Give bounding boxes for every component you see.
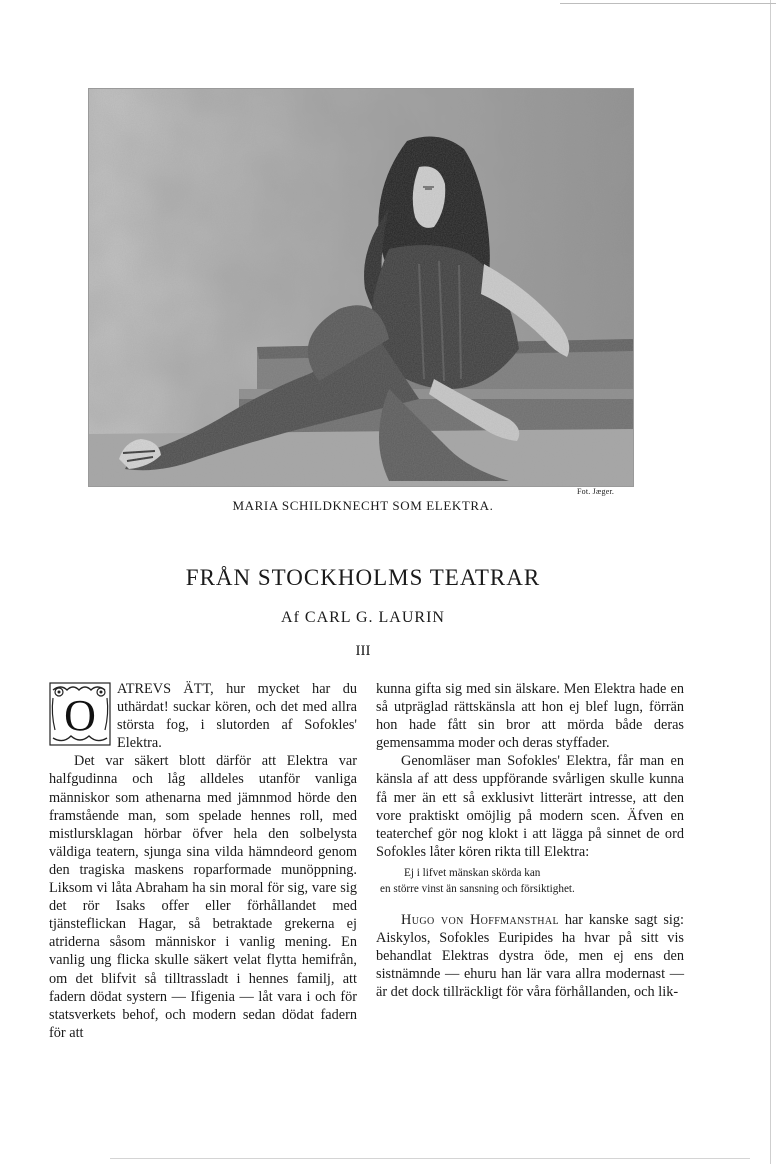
page-edge-right	[770, 0, 771, 1164]
paragraph-3: kunna gifta sig med sin älskare. Men Elektra hade en så utpräglad rättskänsla att hon ej blef lugn, förrän hon hade fått sin bror att mörda både deras gemensamma moder och deras styffader.	[376, 681, 684, 752]
quote-line-1: Ej i lifvet mänskan skörda kan	[404, 866, 541, 879]
verse-quotation	[380, 865, 684, 897]
paragraph-2: Det var säkert blott därför att Elektra var halfgudinna och låg alldeles utanför vanliga människor som athenarna med jämnmod hörde den framstående man, som spelade hennes roll, med mistlursklagan hörbar öfver hela den solbelysta väldiga teatern, sjunga sina vilda hämndeord genom den tragiska maskens roparformade munöppning. Liksom vi låta Abraham ha sin moral för sig, vare sig det rör Isaks offer eller förhållandet med tjänsteflickan Hagar, så betraktade grekerna ej atriderna såsom människor i vanlig mening. En vanlig ung flicka skulle säkert velat flytta hemifrån, om det blifvit så tilltrassladt i hennes familj, att fadern dödat systern — Ifigenia — låt vara i och för statsverkets behof, och modern sedan dödat fadern för att	[49, 753, 357, 1041]
article-title: FRÅN STOCKHOLMS TEATRAR	[185, 565, 541, 590]
paragraph-1: ATREVS ÄTT, hur mycket har du uthärdat! suckar kören, och det med allra största fog, i slutorden af Sofokles' Elektra.	[117, 681, 357, 752]
page-edge-top	[560, 3, 776, 4]
paragraph-4: Genomläser man Sofokles' Elektra, får man en känsla af att dess uppförande svårligen skulle kunna få mer än ett så exklusivt litterärt intresse, att den vore praktiskt omöjlig på modern scen. Äfven en teaterchef gör nog klokt i att lägga på sinnet de ord Sofokles låter kören rikta till Elektra:	[376, 753, 684, 860]
photo-credit: Fot. Jæger.	[577, 487, 615, 496]
text-column-left	[49, 680, 357, 1042]
quote-line-2: en större vinst än sansning och försiktighet.	[380, 882, 575, 895]
article-byline: Af CARL G. LAURIN	[281, 609, 445, 626]
author-name-hoffmansthal: Hugo von Hoffmansthal	[401, 911, 559, 928]
paragraph-5	[376, 911, 684, 1001]
ornamental-initial-O	[49, 682, 111, 746]
photo-caption: MARIA SCHILDKNECHT SOM ELEKTRA.	[232, 498, 494, 513]
elektra-photograph	[88, 88, 634, 487]
paragraph-5-text: har kanske sagt sig: Aiskylos, Sofokles Euripides ha hvar på sitt vis behandlat Elektras dystra öde, men ej ens den sistnämnde — ehuru han lär vara allra modernast — är det dock tillräckligt för våra förhållanden, och lik-	[376, 911, 684, 1001]
page-edge-bottom	[110, 1158, 750, 1159]
drop-cap-letter: O	[64, 691, 96, 740]
article-part-number: III	[355, 643, 371, 659]
text-column-right	[376, 680, 684, 1001]
